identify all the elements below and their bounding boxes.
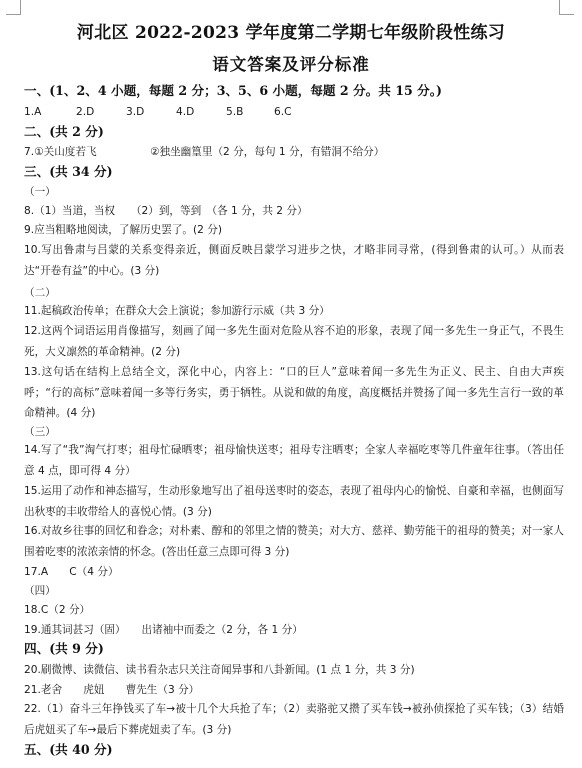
answer-6: 6.C — [274, 106, 292, 118]
document-title: 河北区 2022-2023 学年度第二学期七年级阶段性练习 — [76, 23, 506, 43]
q14-answer: 14.写了“我”淘气打枣；祖母忙碌晒枣；祖母愉快送枣；祖母专注晒枣；全家人幸福吃枣等几件童年往事。（答出任意 4 点，即可得 4 分） — [24, 444, 564, 477]
section3-part2-label: （二） — [24, 287, 56, 299]
q11-answer: 11.起稿政治传单；在群众大会上演说；参加游行示威（共 3 分） — [24, 305, 330, 317]
section2-heading: 二、(共 2 分) — [24, 124, 104, 139]
q18-answer: 18.C（2 分） — [24, 604, 91, 616]
answer-3: 3.D — [126, 106, 145, 118]
section3-heading: 三、(共 34 分) — [24, 164, 113, 179]
q17-answer: 17.A C（4 分） — [24, 566, 119, 578]
q10-answer: 10.写出鲁肃与吕蒙的关系变得亲近，侧面反映吕蒙学习进步之快，才略非同寻常，(得到鲁肃的认可。）从而表达“开卷有益”的中心。(3 分) — [24, 244, 564, 277]
answer-5: 5.B — [226, 106, 244, 118]
section3-part1-label: （一） — [24, 186, 56, 198]
q8-answer: 8.（1）当道，当权 （2）到，等到 （各 1 分，共 2 分） — [24, 205, 308, 217]
q21-answer: 21.老舍 虎妞 曹先生（3 分） — [24, 684, 200, 696]
q7-row — [24, 144, 564, 160]
q15-answer: 15.运用了动作和神态描写，生动形象地写出了祖母送枣时的姿态，表现了祖母内心的愉悦、自豪和幸福，也侧面写出秋枣的丰收带给人的喜悦心情。(3 分) — [24, 485, 564, 518]
section5-heading: 五、(共 40 分) — [24, 742, 113, 757]
answer-2: 2.D — [76, 106, 95, 118]
section1-answers — [24, 104, 564, 120]
q20-answer: 20.刷微博、读微信、读书看杂志只关注奇闻异事和八卦新闻。(1 点 1 分，共 3 分) — [24, 664, 415, 676]
q13-answer: 13.这句话在结构上总结全文，深化中心，内容上：“口的巨人”意味着闻一多先生为正义、民主、自由大声疾呼；“行的高标”意味着闻一多等行务实，勇于牺牲。从说和做的角度，高度概括并赞扬了闻一多先生言行一致的革命精神。(4 分) — [24, 366, 564, 419]
section3-part4-label: （四） — [24, 585, 56, 597]
q22-answer: 22.（1）奋斗三年挣钱买了车→被十几个大兵抢了车；（2）卖骆驼又攒了买车钱→被孙侦探抢了买车钱；（3）结婚后虎妞买了车→最后下葬虎妞卖了车。(3 分) — [24, 703, 564, 736]
q9-answer: 9.应当粗略地阅读，了解历史罢了。(2 分) — [24, 224, 222, 236]
answer-4: 4.D — [176, 106, 195, 118]
corner-crop-mark-left — [6, 0, 21, 15]
answer-1: 1.A — [24, 106, 42, 118]
section4-heading: 四、(共 9 分) — [24, 641, 104, 656]
q12-answer: 12.这两个词语运用肖像描写，刻画了闻一多先生面对危险从容不迫的形象，表现了闻一多先生一身正气，不畏生死，大义凛然的革命精神。(2 分) — [24, 325, 564, 358]
q16-answer: 16.对故乡往事的回忆和眷念；对朴素、醇和的邻里之情的赞美；对大方、慈祥、勤劳能干的祖母的赞美；对一家人围着吃枣的浓浓亲情的怀念。(答出任意三点即可得 3 分) — [24, 525, 564, 558]
section1-heading: 一、(1、2、4 小题，每题 2 分；3、5、6 小题，每题 2 分。共 15 分。) — [24, 83, 442, 98]
section3-part3-label: （三） — [24, 426, 56, 438]
q7-answer-b: ②独坐幽篁里（2 分，每句 1 分，有错洞不给分） — [150, 146, 385, 158]
q19-answer: 19.通其词甚习（固） 出诸袖中而委之（2 分，各 1 分） — [24, 624, 303, 636]
q7-answer-a: 7.①关山度若飞 — [24, 146, 97, 158]
corner-crop-mark-right — [559, 0, 574, 15]
document-subtitle: 语文答案及评分标准 — [212, 55, 370, 74]
